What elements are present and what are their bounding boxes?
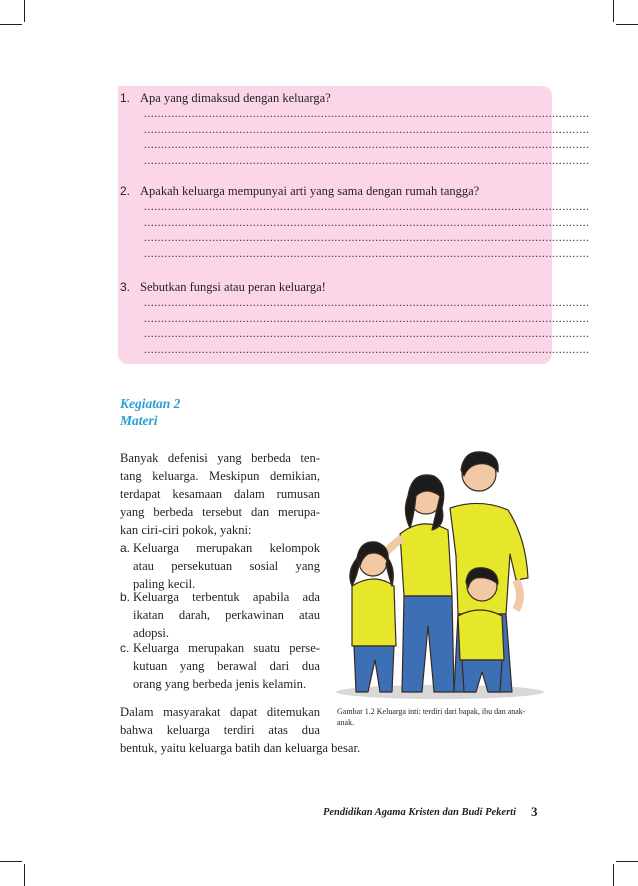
crop-mark <box>0 24 22 25</box>
question-1 <box>120 90 590 168</box>
book-title: Pendidikan Agama Kristen dan Budi Pekerti <box>322 807 516 818</box>
question-number: 2. <box>120 184 131 198</box>
answer-line[interactable]: ................................................................................................................................... <box>144 245 590 260</box>
page-number: 3 <box>531 804 538 819</box>
list-marker: c. <box>120 641 130 655</box>
answer-line[interactable]: ................................................................................................................................... <box>144 152 590 167</box>
text-line: terdapat kesamaan dalam rumusan <box>120 487 320 501</box>
answer-line[interactable]: ................................................................................................................................... <box>144 199 590 213</box>
answer-line[interactable]: ................................................................................................................................... <box>144 106 590 120</box>
answer-line[interactable]: ................................................................................................................................... <box>144 326 590 340</box>
intro-paragraph <box>120 449 320 539</box>
answer-line[interactable]: ................................................................................................................................... <box>144 121 590 136</box>
question-2 <box>120 183 590 261</box>
crop-mark <box>613 864 614 886</box>
crop-mark <box>0 861 22 862</box>
text-line: Keluarga merupakan kelompok <box>133 541 320 555</box>
text-line: yang berbeda tersebut dan merupa- <box>120 505 320 519</box>
crop-mark <box>24 0 25 22</box>
text-line: bahwa keluarga terdiri atas dua <box>120 723 320 737</box>
text-line: kan ciri-ciri pokok, yakni: <box>120 523 252 537</box>
crop-mark <box>616 24 638 25</box>
text-line: ikatan darah, perkawinan atau <box>133 608 320 622</box>
crop-mark <box>616 861 638 862</box>
answer-line[interactable]: ................................................................................................................................... <box>144 230 590 244</box>
answer-line[interactable]: ................................................................................................................................... <box>144 295 590 309</box>
question-text: Apakah keluarga mempunyai arti yang sama dengan rumah tangga? <box>140 184 480 198</box>
figure-caption: Gambar 1.2 Keluarga inti: terdiri dari bapak, ibu dan anak-anak. <box>337 707 526 727</box>
question-text: Apa yang dimaksud dengan keluarga? <box>140 91 331 105</box>
text-line: orang yang berbeda jenis kelamin. <box>133 677 307 691</box>
crop-mark <box>613 0 614 22</box>
answer-line[interactable]: ................................................................................................................................... <box>144 341 590 356</box>
text-line: adopsi. <box>133 626 170 640</box>
answer-line[interactable]: ................................................................................................................................... <box>144 137 590 151</box>
text-line: Keluarga merupakan suatu perse- <box>133 641 320 655</box>
answer-line[interactable]: ................................................................................................................................... <box>144 310 590 325</box>
activity-subtitle: Materi <box>120 413 158 428</box>
question-3 <box>120 279 590 357</box>
text-line: kutuan yang berawal dari dua <box>133 659 320 673</box>
activity-title: Kegiatan 2 <box>120 396 181 411</box>
text-line: tang keluarga. Meskipun demikian, <box>120 469 320 483</box>
closing-paragraph <box>120 703 320 739</box>
list-marker: a. <box>120 541 131 555</box>
crop-mark <box>24 864 25 886</box>
text-line: atau persekutuan sosial yang <box>133 559 320 573</box>
question-text: Sebutkan fungsi atau peran keluarga! <box>140 280 326 294</box>
text-line: Keluarga terbentuk apabila ada <box>133 590 320 604</box>
activity-heading <box>120 395 180 429</box>
list-marker: b. <box>120 590 131 604</box>
family-illustration <box>330 446 546 700</box>
text-line: bentuk, yaitu keluarga batih dan keluarga besar. <box>120 741 361 755</box>
question-number: 1. <box>120 91 131 105</box>
text-line: Banyak defenisi yang berbeda ten- <box>120 451 320 465</box>
text-line: paling kecil. <box>133 577 196 591</box>
question-number: 3. <box>120 280 131 294</box>
answer-line[interactable]: ................................................................................................................................... <box>144 214 590 229</box>
text-line: Dalam masyarakat dapat ditemukan <box>120 705 320 719</box>
